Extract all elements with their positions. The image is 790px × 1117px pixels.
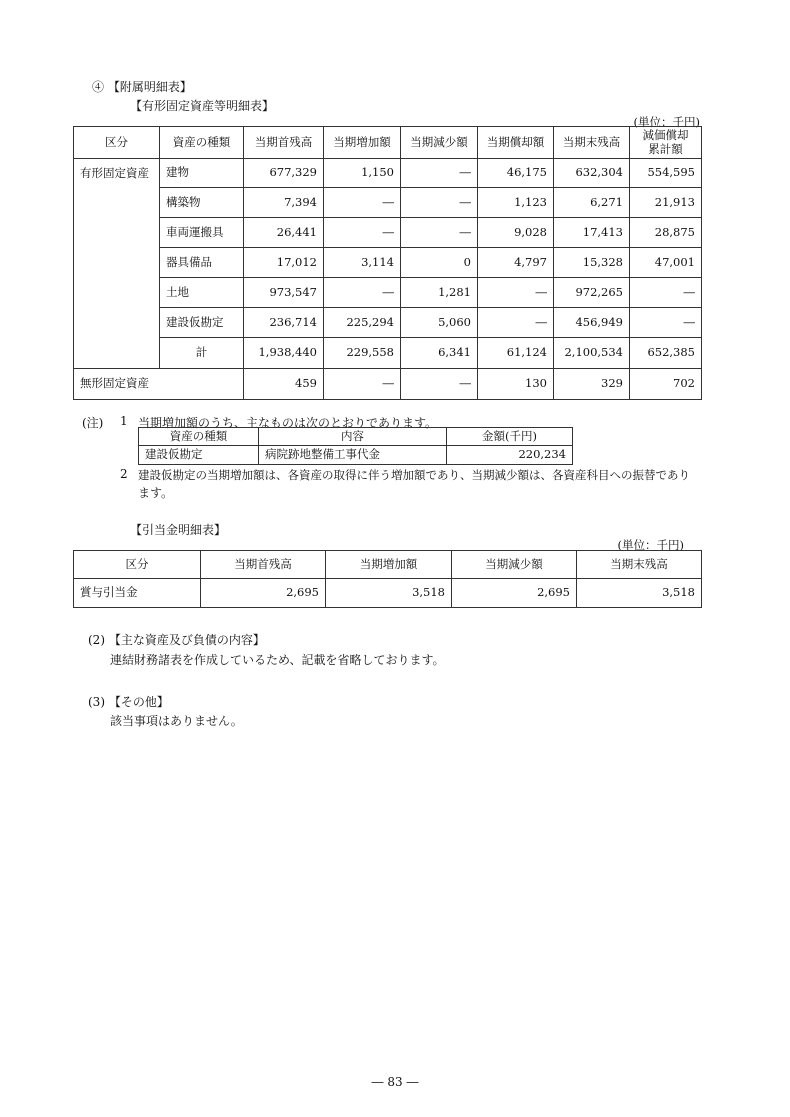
notes-prefix: (注) <box>82 416 104 430</box>
header-end-balance: 当期末残高 <box>554 127 630 159</box>
header-accumulated-line1: 減価償却 <box>642 127 689 142</box>
subtable-type: 建設仮勘定 <box>139 446 259 465</box>
end-balance: 17,413 <box>554 218 630 248</box>
depreciation: 1,123 <box>478 188 554 218</box>
table-row <box>74 188 702 218</box>
header-increase: 当期増加額 <box>324 127 401 159</box>
fixed-assets-table <box>73 126 702 400</box>
sec2-body: 連結財務諸表を作成しているため、記載を省略しております。 <box>110 653 445 667</box>
accumulated-depreciation: 652,385 <box>630 338 702 369</box>
end-balance: 6,271 <box>554 188 630 218</box>
section-title: ④ 【附属明細表】 <box>92 80 192 94</box>
begin-balance: 17,012 <box>244 248 324 278</box>
category-tangible: 有形固定資産 <box>74 159 160 369</box>
depreciation: 130 <box>478 369 554 400</box>
table-row <box>74 248 702 278</box>
sec3-title: (3) 【その他】 <box>88 695 169 709</box>
allowance-decrease: 2,695 <box>452 579 577 608</box>
accumulated-depreciation: 554,595 <box>630 159 702 188</box>
table-row <box>74 308 702 338</box>
header-accumulated-line2: 累計額 <box>648 141 683 156</box>
allowance-title: 【引当金明細表】 <box>130 523 227 537</box>
increase: 3,114 <box>324 248 401 278</box>
asset-type: 構築物 <box>160 188 244 218</box>
accumulated-depreciation: 702 <box>630 369 702 400</box>
table-row <box>74 218 702 248</box>
increase: ― <box>324 218 401 248</box>
asset-type: 建物 <box>160 159 244 188</box>
fixed-assets-header-row <box>74 127 702 159</box>
begin-balance: 236,714 <box>244 308 324 338</box>
increase: 229,558 <box>324 338 401 369</box>
decrease: 0 <box>401 248 478 278</box>
accumulated-depreciation: ― <box>630 278 702 308</box>
allowance-end: 3,518 <box>577 579 702 608</box>
subtable-row <box>139 446 573 465</box>
table-row <box>74 278 702 308</box>
allowance-increase: 3,518 <box>326 579 452 608</box>
table-row-total <box>74 338 702 369</box>
end-balance: 632,304 <box>554 159 630 188</box>
allowance-label: 賞与引当金 <box>74 579 201 608</box>
depreciation: 46,175 <box>478 159 554 188</box>
subtable-header-type: 資産の種類 <box>139 428 259 446</box>
table-row-intangible <box>74 369 702 400</box>
header-accumulated-depreciation <box>630 127 702 159</box>
decrease: 6,341 <box>401 338 478 369</box>
decrease: ― <box>401 369 478 400</box>
allowance-begin: 2,695 <box>201 579 326 608</box>
allowance-header-end: 当期末残高 <box>577 551 702 579</box>
increase: 225,294 <box>324 308 401 338</box>
note1-text: 当期増加額のうち、主なものは次のとおりであります。 <box>138 416 438 430</box>
note1-number: 1 <box>120 414 128 428</box>
subtable-content: 病院跡地整備工事代金 <box>259 446 447 465</box>
decrease: ― <box>401 188 478 218</box>
increase: ― <box>324 188 401 218</box>
table-row <box>74 579 702 608</box>
header-decrease: 当期減少額 <box>401 127 478 159</box>
subtable-header-content: 内容 <box>259 428 447 446</box>
allowance-header-increase: 当期増加額 <box>326 551 452 579</box>
asset-type-total: 計 <box>160 338 244 369</box>
note2-line2: ます。 <box>138 486 174 500</box>
decrease: ― <box>401 159 478 188</box>
end-balance: 2,100,534 <box>554 338 630 369</box>
begin-balance: 26,441 <box>244 218 324 248</box>
depreciation: 61,124 <box>478 338 554 369</box>
end-balance: 15,328 <box>554 248 630 278</box>
accumulated-depreciation: 28,875 <box>630 218 702 248</box>
depreciation: ― <box>478 308 554 338</box>
note1-subtable <box>138 427 573 465</box>
note2-line1: 建設仮勘定の当期増加額は、各資産の取得に伴う増加額であり、当期減少額は、各資産科目への振替であり <box>138 468 690 482</box>
decrease: 5,060 <box>401 308 478 338</box>
decrease: 1,281 <box>401 278 478 308</box>
header-depreciation: 当期償却額 <box>478 127 554 159</box>
accumulated-depreciation: ― <box>630 308 702 338</box>
allowance-unit: (単位：千円) <box>617 538 684 552</box>
decrease: ― <box>401 218 478 248</box>
table-row <box>74 159 702 188</box>
subtable-header-row <box>139 428 573 446</box>
header-category: 区分 <box>74 127 160 159</box>
allowance-header-decrease: 当期減少額 <box>452 551 577 579</box>
sec3-body: 該当事項はありません。 <box>110 714 243 728</box>
asset-type: 建設仮勘定 <box>160 308 244 338</box>
fixed-assets-title: 【有形固定資産等明細表】 <box>130 99 275 113</box>
begin-balance: 973,547 <box>244 278 324 308</box>
depreciation: 4,797 <box>478 248 554 278</box>
end-balance: 972,265 <box>554 278 630 308</box>
fixed-assets-unit: (単位：千円) <box>633 115 700 129</box>
begin-balance: 1,938,440 <box>244 338 324 369</box>
begin-balance: 7,394 <box>244 188 324 218</box>
asset-type: 車両運搬具 <box>160 218 244 248</box>
header-begin-balance: 当期首残高 <box>244 127 324 159</box>
end-balance: 456,949 <box>554 308 630 338</box>
asset-type: 器具備品 <box>160 248 244 278</box>
depreciation: 9,028 <box>478 218 554 248</box>
begin-balance: 459 <box>244 369 324 400</box>
subtable-header-amount: 金額(千円) <box>447 428 573 446</box>
allowance-table <box>73 550 702 608</box>
depreciation: ― <box>478 278 554 308</box>
allowance-header-category: 区分 <box>74 551 201 579</box>
end-balance: 329 <box>554 369 630 400</box>
allowance-header-begin: 当期首残高 <box>201 551 326 579</box>
category-intangible: 無形固定資産 <box>74 369 244 400</box>
asset-type: 土地 <box>160 278 244 308</box>
increase: ― <box>324 369 401 400</box>
note2-number: 2 <box>120 467 128 481</box>
sec2-title: (2) 【主な資産及び負債の内容】 <box>88 633 265 647</box>
header-asset-type: 資産の種類 <box>160 127 244 159</box>
page-number: ― 83 ― <box>371 1075 419 1089</box>
accumulated-depreciation: 21,913 <box>630 188 702 218</box>
accumulated-depreciation: 47,001 <box>630 248 702 278</box>
begin-balance: 677,329 <box>244 159 324 188</box>
subtable-amount: 220,234 <box>447 446 573 465</box>
allowance-header-row <box>74 551 702 579</box>
increase: ― <box>324 278 401 308</box>
increase: 1,150 <box>324 159 401 188</box>
